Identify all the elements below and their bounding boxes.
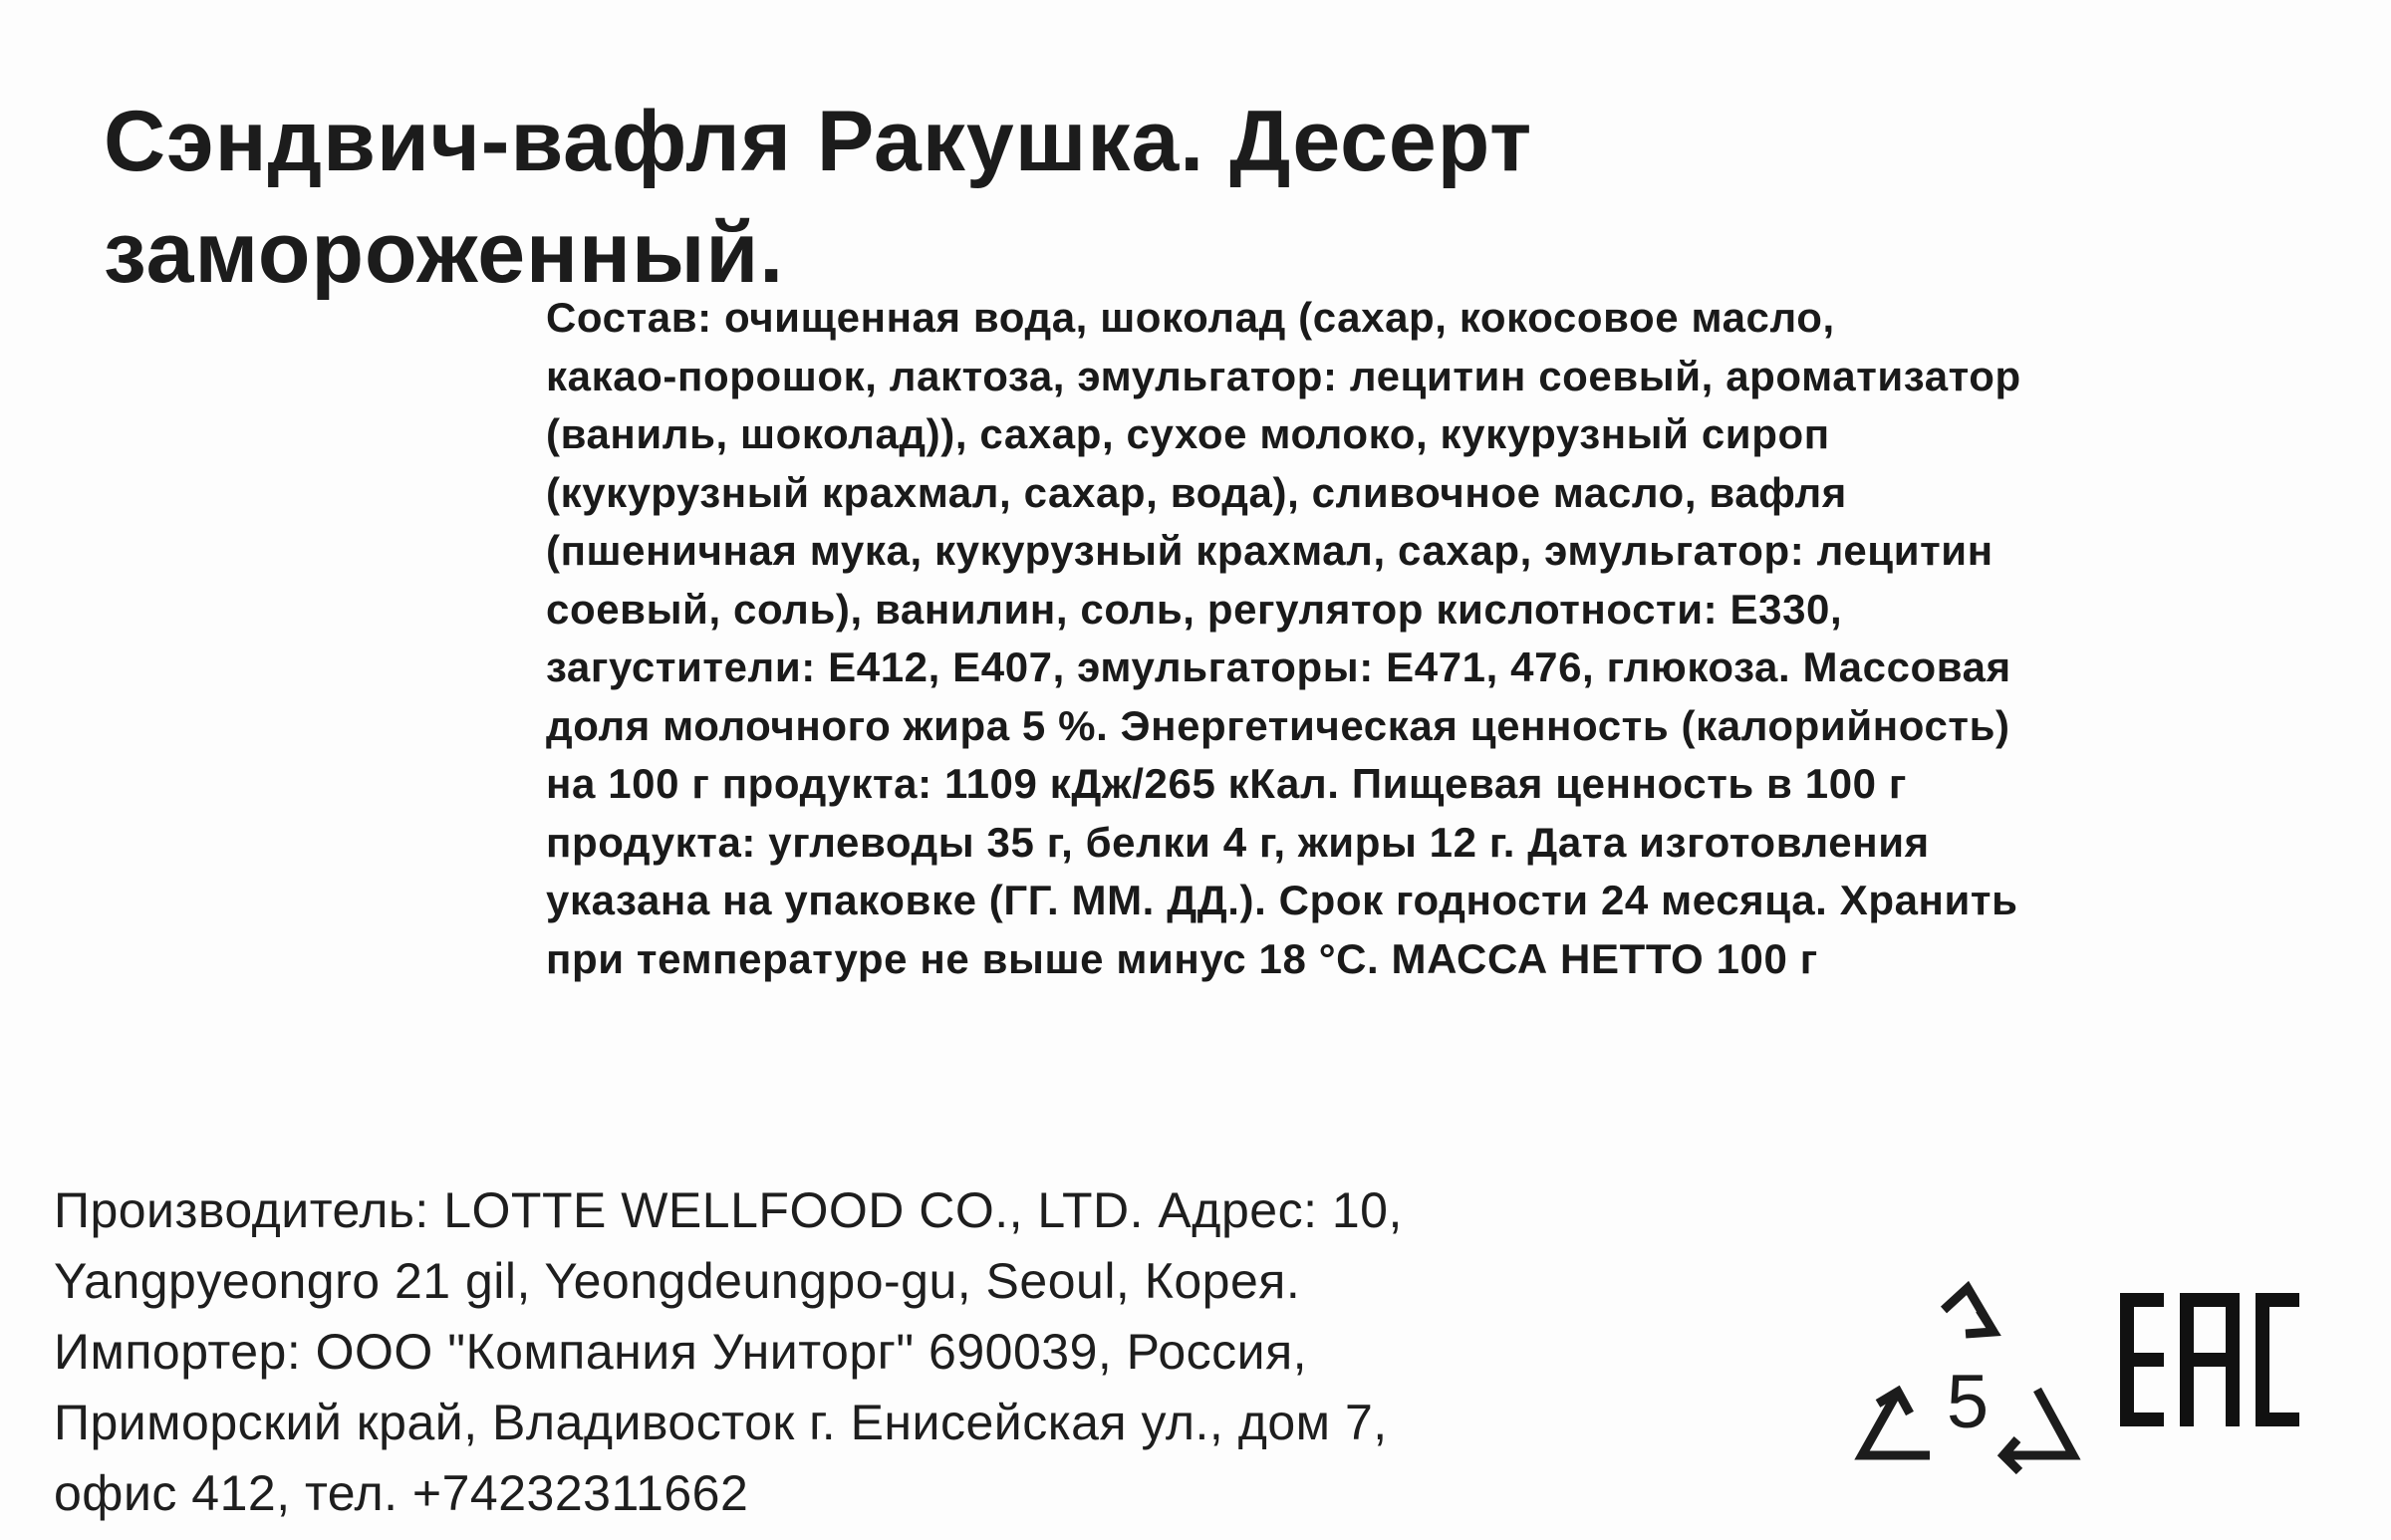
ingredients-line: загустители: E412, E407, эмульгаторы: E471, 476, глюкоза. Массовая xyxy=(546,643,2011,690)
manufacturer-line: Импортер: ООО "Компания Униторг" 690039, Россия, xyxy=(54,1324,1308,1380)
manufacturer-line: Приморский край, Владивосток г. Енисейская ул., дом 7, xyxy=(54,1395,1388,1450)
ingredients-line: какао-порошок, лактоза, эмульгатор: лецитин соевый, ароматизатор xyxy=(546,352,2021,399)
product-title xyxy=(104,86,1797,309)
ingredients-line: при температуре не выше минус 18 °С. МАССА НЕТТО 100 г xyxy=(546,934,1818,982)
ingredients-line: доля молочного жира 5 %. Энергетическая ценность (калорийность) xyxy=(546,701,2010,749)
recycle-triangle-icon xyxy=(1848,1280,2087,1491)
ingredients-block xyxy=(546,289,2339,988)
eac-conformity-icon xyxy=(2120,1293,2299,1426)
ingredients-line: продукта: углеводы 35 г, белки 4 г, жиры 12 г. Дата изготовления xyxy=(546,818,1930,866)
ingredients-line: (ваниль, шоколад)), сахар, сухое молоко, кукурузный сироп xyxy=(546,410,1830,457)
ingredients-line: на 100 г продукта: 1109 кДж/265 кКал. Пищевая ценность в 100 г xyxy=(546,760,1907,807)
ingredients-line: Состав: очищенная вода, шоколад (сахар, кокосовое масло, xyxy=(546,294,1835,341)
ingredients-line: соевый, соль), ванилин, соль, регулятор кислотности: E330, xyxy=(546,585,1843,633)
product-title-line: замороженный. xyxy=(104,205,785,301)
manufacturer-line: Yangpyeongro 21 gil, Yeongdeungpo-gu, Seoul, Корея. xyxy=(54,1253,1301,1309)
ingredients-line: (пшеничная мука, кукурузный крахмал, сахар, эмульгатор: лецитин xyxy=(546,527,1993,574)
manufacturer-line: офис 412, тел. +74232311662 xyxy=(54,1465,749,1521)
recycling-code: 5 xyxy=(1946,1360,1990,1444)
manufacturer-line: Производитель: LOTTE WELLFOOD CO., LTD. Адрес: 10, xyxy=(54,1182,1403,1238)
product-title-line: Сэндвич-вафля Ракушка. Десерт xyxy=(104,94,1533,189)
ingredients-line: (кукурузный крахмал, сахар, вода), сливочное масло, вафля xyxy=(546,468,1847,516)
manufacturer-block xyxy=(54,1175,1747,1529)
ingredients-line: указана на упаковке (ГГ. ММ. ДД.). Срок годности 24 месяца. Хранить xyxy=(546,877,2018,923)
